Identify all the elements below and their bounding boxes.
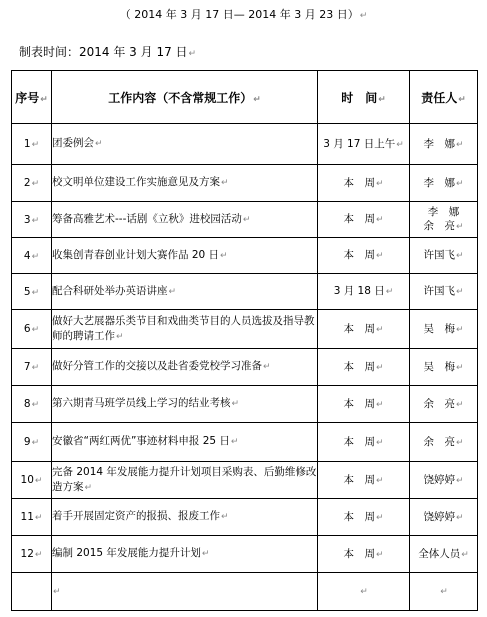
task-cell-text: 收集创青春创业计划大赛作品 20 日 (52, 248, 220, 261)
paragraph-mark-icon: ↵ (31, 215, 40, 226)
paragraph-mark-icon: ↵ (455, 287, 464, 297)
owner-cell (410, 386, 478, 423)
time-cell (318, 499, 410, 536)
paragraph-mark-icon: ↵ (34, 550, 43, 560)
owner-cell (410, 423, 478, 462)
owner-cell (410, 124, 478, 165)
task-cell (52, 310, 318, 349)
row-number (12, 349, 52, 386)
paragraph-mark-icon: ↵ (95, 139, 103, 149)
task-cell-text: 做好分管工作的交接以及赴省委党校学习准备 (52, 360, 262, 372)
paragraph-mark-icon: ↵ (375, 549, 384, 560)
paragraph-mark-icon: ↵ (455, 475, 464, 486)
time-cell (318, 238, 410, 274)
paragraph-mark-icon: ↵ (396, 139, 404, 150)
paragraph-mark-icon: ↵ (31, 363, 40, 373)
owner-cell-text: 许国飞 (423, 285, 455, 297)
date-range: （ 2014 年 3 月 17 日— 2014 年 3 月 23 日）↵ (119, 8, 368, 21)
task-cell-text: 完备 2014 年发展能力提升计划项目采购表、后勤维修改造方案 (52, 465, 317, 493)
table-row (12, 238, 478, 274)
row-number (12, 124, 52, 165)
row-number (12, 536, 52, 573)
owner-cell (410, 499, 478, 536)
time-cell-text: 本 周 (343, 435, 375, 448)
owner-cell-text: 李 娜 (423, 176, 455, 189)
table-row (12, 499, 478, 536)
row-number-text: 12 (20, 548, 34, 560)
row-number (12, 202, 52, 238)
paragraph-mark-icon: ↵ (220, 250, 228, 261)
row-number (12, 165, 52, 202)
row-number-text: 9 (23, 436, 31, 448)
time-cell (318, 386, 410, 423)
time-cell (318, 462, 410, 499)
paragraph-mark-icon: ↵ (440, 587, 448, 597)
time-cell (318, 124, 410, 165)
paragraph-mark-icon: ↵ (375, 324, 384, 335)
paragraph-mark-icon: ↵ (34, 513, 43, 523)
owner-cell (410, 536, 478, 573)
time-cell-text: 本 周 (343, 176, 375, 189)
table-row (12, 124, 478, 165)
owner-cell-text: 许国飞 (423, 249, 455, 261)
owner-cell-text: 饶婷婷 (423, 473, 455, 486)
owner-cell-text: 饶婷婷 (423, 510, 455, 523)
owner-cell (410, 202, 478, 238)
time-cell-text: 本 周 (343, 249, 375, 261)
paragraph-mark-icon: ↵ (385, 287, 394, 297)
row-number-text: 1 (23, 138, 31, 150)
paragraph-mark-icon: ↵ (221, 512, 229, 522)
owner-cell (410, 573, 478, 611)
row-number (12, 238, 52, 274)
table-row (12, 310, 478, 349)
header-time: 时 间↵ (318, 71, 410, 124)
time-cell-text: 本 周 (343, 360, 375, 373)
owner-cell (410, 462, 478, 499)
paragraph-mark-icon: ↵ (455, 251, 464, 261)
paragraph-mark-icon: ↵ (168, 286, 177, 297)
task-cell (52, 165, 318, 202)
owner-cell-text: 李 娜 (423, 137, 455, 150)
task-cell (52, 462, 318, 499)
paragraph-mark-icon: ↵ (455, 324, 464, 335)
task-cell (52, 202, 318, 238)
task-cell-text: 团委例会 (52, 137, 94, 149)
paragraph-mark-icon: ↵ (455, 178, 464, 189)
row-number-text: 3 (23, 213, 31, 226)
owner-cell (410, 274, 478, 310)
paragraph-mark-icon: ↵ (461, 549, 469, 560)
paragraph-mark-icon: ↵ (455, 362, 464, 373)
row-number (12, 310, 52, 349)
header-owner: 责任人↵ (410, 71, 478, 124)
paragraph-mark-icon: ↵ (31, 325, 40, 335)
table-row (12, 386, 478, 423)
paragraph-mark-icon: ↵ (31, 140, 40, 150)
paragraph-mark-icon: ↵ (360, 587, 368, 597)
paragraph-mark-icon: ↵ (84, 482, 93, 493)
time-cell (318, 274, 410, 310)
table-row (12, 165, 478, 202)
task-cell (52, 238, 318, 274)
time-cell (318, 536, 410, 573)
paragraph-mark-icon: ↵ (31, 179, 40, 189)
paragraph-mark-icon: ↵ (188, 49, 197, 59)
task-cell-text: 校文明单位建设工作实施意见及方案 (52, 176, 220, 188)
row-number-text: 4 (23, 249, 31, 262)
table-row (12, 202, 478, 238)
owner-cell-text: 吴 梅 (423, 360, 455, 373)
made-time-label: 制表时间： (19, 45, 80, 59)
owner-cell (410, 310, 478, 349)
paragraph-mark-icon: ↵ (253, 94, 261, 105)
time-cell (318, 349, 410, 386)
paragraph-mark-icon: ↵ (201, 549, 210, 559)
row-number-text: 7 (23, 361, 31, 373)
task-cell-text: 做好大艺展器乐类节目和戏曲类节目的人员选拔及指导教师的聘请工作 (52, 314, 315, 342)
task-cell (52, 386, 318, 423)
owner-cell-text: 余 亮 (423, 397, 455, 410)
made-time-value: 2014 年 3 月 17 日 (79, 45, 188, 59)
paragraph-mark-icon: ↵ (455, 437, 464, 448)
time-cell-text: 本 周 (343, 473, 375, 486)
row-number-text: 11 (20, 511, 34, 523)
table-row (12, 462, 478, 499)
task-cell-text: 第六期青马班学员线上学习的结业考核 (52, 397, 231, 409)
table-row (12, 274, 478, 310)
time-cell (318, 202, 410, 238)
time-cell (318, 573, 410, 611)
time-cell-text: 本 周 (343, 213, 375, 225)
work-schedule-table (11, 70, 478, 611)
header-no: 序号↵ (12, 71, 52, 124)
paragraph-mark-icon: ↵ (455, 139, 464, 150)
owner-cell (410, 165, 478, 202)
paragraph-mark-icon: ↵ (231, 399, 240, 409)
time-cell-text: 本 周 (343, 547, 375, 560)
time-cell-text: 本 周 (343, 397, 375, 410)
paragraph-mark-icon: ↵ (53, 586, 61, 597)
row-number (12, 274, 52, 310)
paragraph-mark-icon: ↵ (375, 437, 384, 448)
time-cell-text: 本 周 (343, 322, 375, 335)
task-cell (52, 124, 318, 165)
paragraph-mark-icon: ↵ (31, 438, 40, 448)
row-number-text: 8 (23, 398, 31, 410)
task-cell-text: 安徽省“两红两优”事迹材料申报 25 日 (52, 435, 230, 447)
made-time-line (19, 43, 196, 60)
table-row (12, 423, 478, 462)
paragraph-mark-icon: ↵ (116, 331, 124, 342)
header-row (12, 71, 478, 124)
paragraph-mark-icon: ↵ (458, 94, 466, 105)
paragraph-mark-icon: ↵ (31, 251, 40, 262)
paragraph-mark-icon: ↵ (242, 214, 251, 225)
paragraph-mark-icon: ↵ (359, 11, 368, 21)
paragraph-mark-icon: ↵ (230, 437, 239, 447)
time-cell-text: 本 周 (343, 510, 375, 523)
time-cell-text: 3 月 17 日上午 (323, 137, 396, 150)
paragraph-mark-icon: ↵ (375, 251, 384, 261)
task-cell (52, 536, 318, 573)
task-cell-text: 配合科研处举办英语讲座 (52, 284, 168, 297)
row-number-text: 6 (23, 323, 31, 335)
paragraph-mark-icon: ↵ (455, 512, 464, 523)
row-number-text: 5 (23, 285, 31, 298)
row-number (12, 386, 52, 423)
row-number-text: 10 (20, 474, 34, 486)
row-number (12, 462, 52, 499)
owner-cell (410, 349, 478, 386)
owner-cell-text: 全体人员 (418, 547, 461, 560)
table-body (12, 124, 478, 611)
paragraph-mark-icon: ↵ (375, 399, 384, 410)
paragraph-mark-icon: ↵ (34, 476, 43, 486)
task-cell (52, 499, 318, 536)
header-task: 工作内容（不含常规工作）↵ (52, 71, 318, 124)
paragraph-mark-icon: ↵ (375, 512, 384, 523)
owner-cell (410, 238, 478, 274)
owner-cell-text: 吴 梅 (423, 322, 455, 335)
paragraph-mark-icon: ↵ (378, 94, 386, 105)
task-cell (52, 274, 318, 310)
task-cell-text: 编制 2015 年发展能力提升计划 (52, 547, 201, 559)
paragraph-mark-icon: ↵ (375, 215, 384, 225)
paragraph-mark-icon: ↵ (375, 362, 384, 373)
paragraph-mark-icon: ↵ (375, 178, 384, 189)
paragraph-mark-icon: ↵ (375, 475, 384, 486)
time-cell (318, 310, 410, 349)
owner-cell-text: 余 亮 (423, 435, 455, 448)
paragraph-mark-icon: ↵ (40, 94, 48, 105)
task-cell (52, 349, 318, 386)
table-row (12, 349, 478, 386)
table-row (12, 536, 478, 573)
owner-cell-text: 李 娜 余 亮 (423, 206, 460, 232)
paragraph-mark-icon: ↵ (455, 399, 464, 410)
row-number-text: 2 (23, 177, 31, 189)
task-cell-text: 着手开展固定资产的报损、报废工作 (52, 510, 220, 522)
paragraph-mark-icon: ↵ (221, 178, 229, 188)
row-number (12, 499, 52, 536)
paragraph-mark-icon: ↵ (455, 222, 464, 232)
row-number (12, 423, 52, 462)
time-cell (318, 423, 410, 462)
paragraph-mark-icon: ↵ (263, 362, 271, 372)
time-cell-text: 3 月 18 日 (333, 285, 385, 297)
paragraph-mark-icon: ↵ (31, 400, 40, 410)
task-cell-text: 筹备高雅艺术---话剧《立秋》进校园活动 (52, 212, 242, 225)
paragraph-mark-icon: ↵ (31, 287, 40, 298)
time-cell (318, 165, 410, 202)
task-cell (52, 423, 318, 462)
row-number (12, 573, 52, 611)
table-row (12, 573, 478, 611)
task-cell (52, 573, 318, 611)
